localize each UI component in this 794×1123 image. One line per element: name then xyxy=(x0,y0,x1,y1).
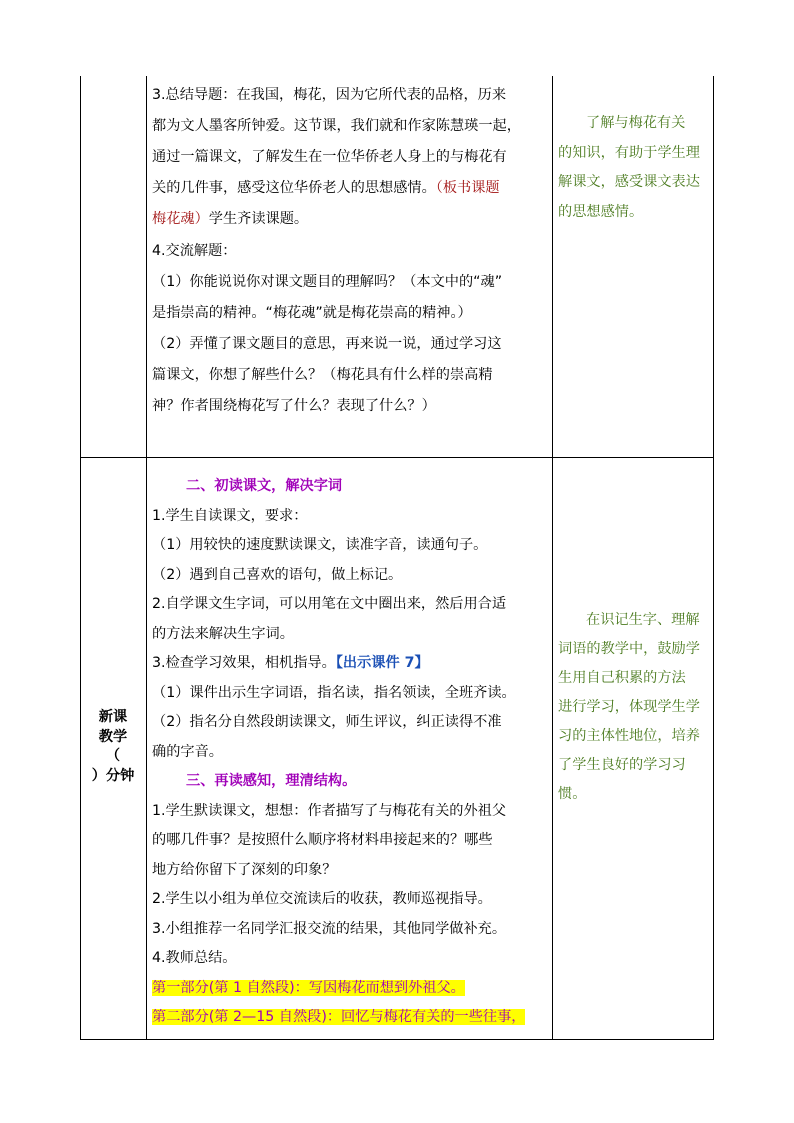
text-span: 篇课文，你想了解些什么？（梅花具有什么样的崇高精 xyxy=(152,366,493,383)
text-span: 【出示课件 7】 xyxy=(335,655,429,671)
comment-line: 进行学习，体现学生学 xyxy=(558,699,700,715)
text-span: （1）你能说说你对课文题目的理解吗？（本文中的“魂” xyxy=(152,273,503,290)
text-span: 4.交流解题： xyxy=(152,242,237,259)
section-label-line: ）分钟 xyxy=(91,767,135,784)
text-line xyxy=(152,743,223,762)
text-span: 4.教师总结。 xyxy=(152,950,237,966)
text-line xyxy=(152,802,506,821)
section-label-line: 教学 xyxy=(98,728,128,745)
text-span: （2）指名分自然段朗读课文，师生评议，纠正读得不准 xyxy=(152,714,502,730)
text-line xyxy=(152,366,493,385)
text-line xyxy=(186,772,356,791)
text-line xyxy=(152,117,521,136)
text-line xyxy=(152,273,502,292)
text-span: 第二部分(第 2—15 自然段)：回忆与梅花有关的一些往事， xyxy=(152,1009,526,1025)
text-line xyxy=(152,654,429,673)
table-border-col1 xyxy=(146,76,147,1040)
table-border-bottom xyxy=(80,1039,714,1040)
text-line xyxy=(152,625,294,644)
text-span: 梅花魂） xyxy=(152,211,209,228)
section-label-line: （ xyxy=(105,748,121,764)
text-span: 2.自学课文生字词，可以用笔在文中圈出来，然后用合适 xyxy=(152,596,507,612)
text-span: 二、初读课文，解决字词 xyxy=(186,478,343,494)
row1-note-cell xyxy=(558,114,712,234)
comment-line: 词语的教学中，鼓励学 xyxy=(558,641,700,657)
text-span: （2）弄懂了课文题目的意思，再来说一说，通过学习这 xyxy=(152,335,502,352)
table-border-col2 xyxy=(552,76,553,1040)
comment-line: 习的主体性地位，培养 xyxy=(558,728,700,744)
row2-content-cell xyxy=(152,477,550,1032)
comment-line: 在识记生字、理解 xyxy=(586,612,700,628)
text-span: 都为文人墨客所钟爱。这节课，我们就和作家陈慧瑛一起， xyxy=(152,118,521,135)
text-line xyxy=(152,86,506,105)
text-span: 3.检查学习效果，相机指导。 xyxy=(152,655,336,671)
text-span: （板书课题 xyxy=(435,180,500,197)
text-line xyxy=(152,920,506,939)
comment-line: 的思想感情。 xyxy=(558,203,644,220)
text-span: 3.总结导题：在我国，梅花，因为它所代表的品格，历来 xyxy=(152,87,507,103)
comment-line: 惯。 xyxy=(558,786,587,802)
text-span: 通过一篇课文，了解发生在一位华侨老人身上的与梅花有 xyxy=(152,149,507,166)
row1-content-cell xyxy=(152,86,550,446)
text-line xyxy=(152,148,507,167)
section-label-line: 新课 xyxy=(98,709,128,725)
row2-label-cell xyxy=(80,708,146,808)
text-span: 确的字音。 xyxy=(152,743,223,760)
text-span: 1.学生默读课文，想想：作者描写了与梅花有关的外祖父 xyxy=(152,802,507,819)
text-line xyxy=(152,304,472,323)
text-span: （1）课件出示生字词语，指名读，指名领读，全班齐读。 xyxy=(152,684,516,701)
text-line xyxy=(152,179,500,198)
text-line xyxy=(152,890,492,909)
text-span: 地方给你留下了深刻的印象？ xyxy=(152,861,337,878)
text-line xyxy=(152,242,236,261)
text-line xyxy=(152,861,336,880)
text-span: 的哪几件事？是按照什么顺序将材料串接起来的？哪些 xyxy=(152,832,493,848)
text-line xyxy=(152,831,493,850)
text-line xyxy=(152,507,307,526)
text-line xyxy=(152,713,502,732)
comment-line: 解课文，感受课文表达 xyxy=(558,174,700,190)
text-span: 第一部分(第 1 自然段)：写因梅花而想到外祖父。 xyxy=(152,979,465,996)
text-span: 是指崇高的精神。“梅花魂”就是梅花崇高的精神。） xyxy=(152,304,472,321)
comment-line: 生用自己积累的方法 xyxy=(558,670,686,686)
text-span: 神？作者围绕梅花写了什么？表现了什么？） xyxy=(152,398,436,414)
text-span: 学生齐读课题。 xyxy=(208,211,309,228)
text-line xyxy=(152,684,516,703)
comment-line: 了学生良好的学习习 xyxy=(558,757,686,773)
comment-line: 了解与梅花有关 xyxy=(586,115,686,131)
text-line xyxy=(152,566,402,585)
comment-line: 的知识，有助于学生理 xyxy=(558,144,700,161)
text-span: 1.学生自读课文，要求： xyxy=(152,507,308,524)
row2-note-cell xyxy=(558,611,712,811)
text-span: 三、再读感知，理清结构。 xyxy=(186,773,357,789)
text-line xyxy=(152,949,236,968)
table-border-left xyxy=(80,76,81,1040)
text-line xyxy=(152,536,487,555)
text-span: 的方法来解决生字词。 xyxy=(152,625,294,642)
text-span: 关的几件事，感受这位华侨老人的思想感情。 xyxy=(152,180,436,197)
text-span: 3.小组推荐一名同学汇报交流的结果，其他同学做补充。 xyxy=(152,920,507,937)
text-span: 2.学生以小组为单位交流读后的收获，教师巡视指导。 xyxy=(152,891,492,907)
text-line xyxy=(152,210,308,229)
text-span: （1）用较快的速度默读课文，读准字音，读通句子。 xyxy=(152,537,488,553)
table-row-divider xyxy=(80,457,714,458)
table-border-right xyxy=(713,76,714,1040)
text-line xyxy=(186,477,342,496)
text-line xyxy=(152,335,502,354)
text-line xyxy=(152,1008,525,1027)
text-line xyxy=(152,397,436,416)
text-span: （2）遇到自己喜欢的语句，做上标记。 xyxy=(152,566,403,583)
text-line xyxy=(152,979,465,998)
text-line xyxy=(152,595,506,614)
